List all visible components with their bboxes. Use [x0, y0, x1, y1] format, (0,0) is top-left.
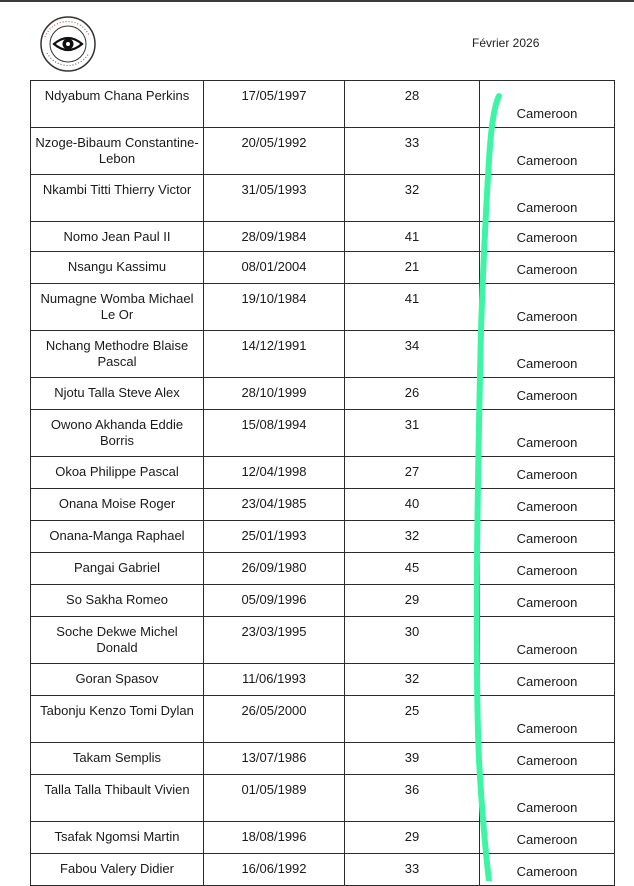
table-row: [31, 378, 615, 410]
dob-cell: 13/07/1986: [204, 743, 345, 775]
age-cell: 27: [345, 457, 480, 489]
name-cell: Onana-Manga Raphael: [31, 521, 204, 553]
age-cell: 31: [345, 410, 480, 457]
name-cell: Goran Spasov: [31, 664, 204, 696]
dob-cell: 16/06/1992: [204, 854, 345, 886]
table-row: [31, 222, 615, 252]
table-row: [31, 553, 615, 585]
country-cell: Cameroon: [480, 553, 615, 585]
age-cell: 29: [345, 822, 480, 854]
name-cell: Nkambi Titti Thierry Victor: [31, 175, 204, 222]
table-row: [31, 331, 615, 378]
name-cell: Tsafak Ngomsi Martin: [31, 822, 204, 854]
dob-cell: 11/06/1993: [204, 664, 345, 696]
age-cell: 26: [345, 378, 480, 410]
name-cell: Fabou Valery Didier: [31, 854, 204, 886]
dob-cell: 25/01/1993: [204, 521, 345, 553]
table-row: [31, 617, 615, 664]
name-cell: Tabonju Kenzo Tomi Dylan: [31, 696, 204, 743]
country-cell: Cameroon: [480, 410, 615, 457]
table-row: [31, 457, 615, 489]
name-cell: Soche Dekwe Michel Donald: [31, 617, 204, 664]
dob-cell: 14/12/1991: [204, 331, 345, 378]
country-cell: Cameroon: [480, 252, 615, 284]
age-cell: 32: [345, 521, 480, 553]
table-row: [31, 252, 615, 284]
dob-cell: 26/05/2000: [204, 696, 345, 743]
age-cell: 25: [345, 696, 480, 743]
table-row: [31, 664, 615, 696]
country-cell: Cameroon: [480, 457, 615, 489]
name-cell: Nomo Jean Paul II: [31, 222, 204, 252]
country-cell: Cameroon: [480, 81, 615, 128]
age-cell: 36: [345, 775, 480, 822]
eye-logo-icon: [39, 15, 97, 73]
dob-cell: 12/04/1998: [204, 457, 345, 489]
country-cell: Cameroon: [480, 331, 615, 378]
dob-cell: 26/09/1980: [204, 553, 345, 585]
country-cell: Cameroon: [480, 664, 615, 696]
dob-cell: 23/03/1995: [204, 617, 345, 664]
age-cell: 30: [345, 617, 480, 664]
age-cell: 34: [345, 331, 480, 378]
name-cell: Nzoge-Bibaum Constantine-Lebon: [31, 128, 204, 175]
table-row: [31, 585, 615, 617]
name-cell: Owono Akhanda Eddie Borris: [31, 410, 204, 457]
name-cell: Okoa Philippe Pascal: [31, 457, 204, 489]
table-row: [31, 128, 615, 175]
dob-cell: 28/09/1984: [204, 222, 345, 252]
table-row: [31, 521, 615, 553]
name-cell: Onana Moise Roger: [31, 489, 204, 521]
people-table: [30, 80, 615, 886]
age-cell: 40: [345, 489, 480, 521]
name-cell: Nsangu Kassimu: [31, 252, 204, 284]
age-cell: 41: [345, 284, 480, 331]
table-row: [31, 81, 615, 128]
name-cell: So Sakha Romeo: [31, 585, 204, 617]
country-cell: Cameroon: [480, 222, 615, 252]
dob-cell: 08/01/2004: [204, 252, 345, 284]
table-row: [31, 743, 615, 775]
age-cell: 39: [345, 743, 480, 775]
country-cell: Cameroon: [480, 617, 615, 664]
name-cell: Takam Semplis: [31, 743, 204, 775]
age-cell: 33: [345, 854, 480, 886]
name-cell: Njotu Talla Steve Alex: [31, 378, 204, 410]
dob-cell: 31/05/1993: [204, 175, 345, 222]
top-border-line: [0, 0, 634, 2]
country-cell: Cameroon: [480, 128, 615, 175]
dob-cell: 05/09/1996: [204, 585, 345, 617]
country-cell: Cameroon: [480, 696, 615, 743]
country-cell: Cameroon: [480, 822, 615, 854]
dob-cell: 15/08/1994: [204, 410, 345, 457]
age-cell: 29: [345, 585, 480, 617]
document-date: Février 2026: [472, 36, 540, 50]
name-cell: Pangai Gabriel: [31, 553, 204, 585]
table-row: [31, 175, 615, 222]
table-row: [31, 489, 615, 521]
country-cell: Cameroon: [480, 743, 615, 775]
name-cell: Talla Talla Thibault Vivien: [31, 775, 204, 822]
age-cell: 32: [345, 664, 480, 696]
country-cell: Cameroon: [480, 175, 615, 222]
dob-cell: 19/10/1984: [204, 284, 345, 331]
country-cell: Cameroon: [480, 489, 615, 521]
dob-cell: 17/05/1997: [204, 81, 345, 128]
age-cell: 32: [345, 175, 480, 222]
age-cell: 28: [345, 81, 480, 128]
name-cell: Numagne Womba Michael Le Or: [31, 284, 204, 331]
dob-cell: 18/08/1996: [204, 822, 345, 854]
dob-cell: 20/05/1992: [204, 128, 345, 175]
table-row: [31, 775, 615, 822]
country-cell: Cameroon: [480, 284, 615, 331]
table-row: [31, 284, 615, 331]
age-cell: 33: [345, 128, 480, 175]
table-row: [31, 410, 615, 457]
country-cell: Cameroon: [480, 854, 615, 886]
age-cell: 45: [345, 553, 480, 585]
age-cell: 41: [345, 222, 480, 252]
name-cell: Nchang Methodre Blaise Pascal: [31, 331, 204, 378]
name-cell: Ndyabum Chana Perkins: [31, 81, 204, 128]
table-row: [31, 696, 615, 743]
age-cell: 21: [345, 252, 480, 284]
country-cell: Cameroon: [480, 521, 615, 553]
country-cell: Cameroon: [480, 378, 615, 410]
country-cell: Cameroon: [480, 775, 615, 822]
table-row: [31, 822, 615, 854]
dob-cell: 01/05/1989: [204, 775, 345, 822]
dob-cell: 23/04/1985: [204, 489, 345, 521]
dob-cell: 28/10/1999: [204, 378, 345, 410]
country-cell: Cameroon: [480, 585, 615, 617]
